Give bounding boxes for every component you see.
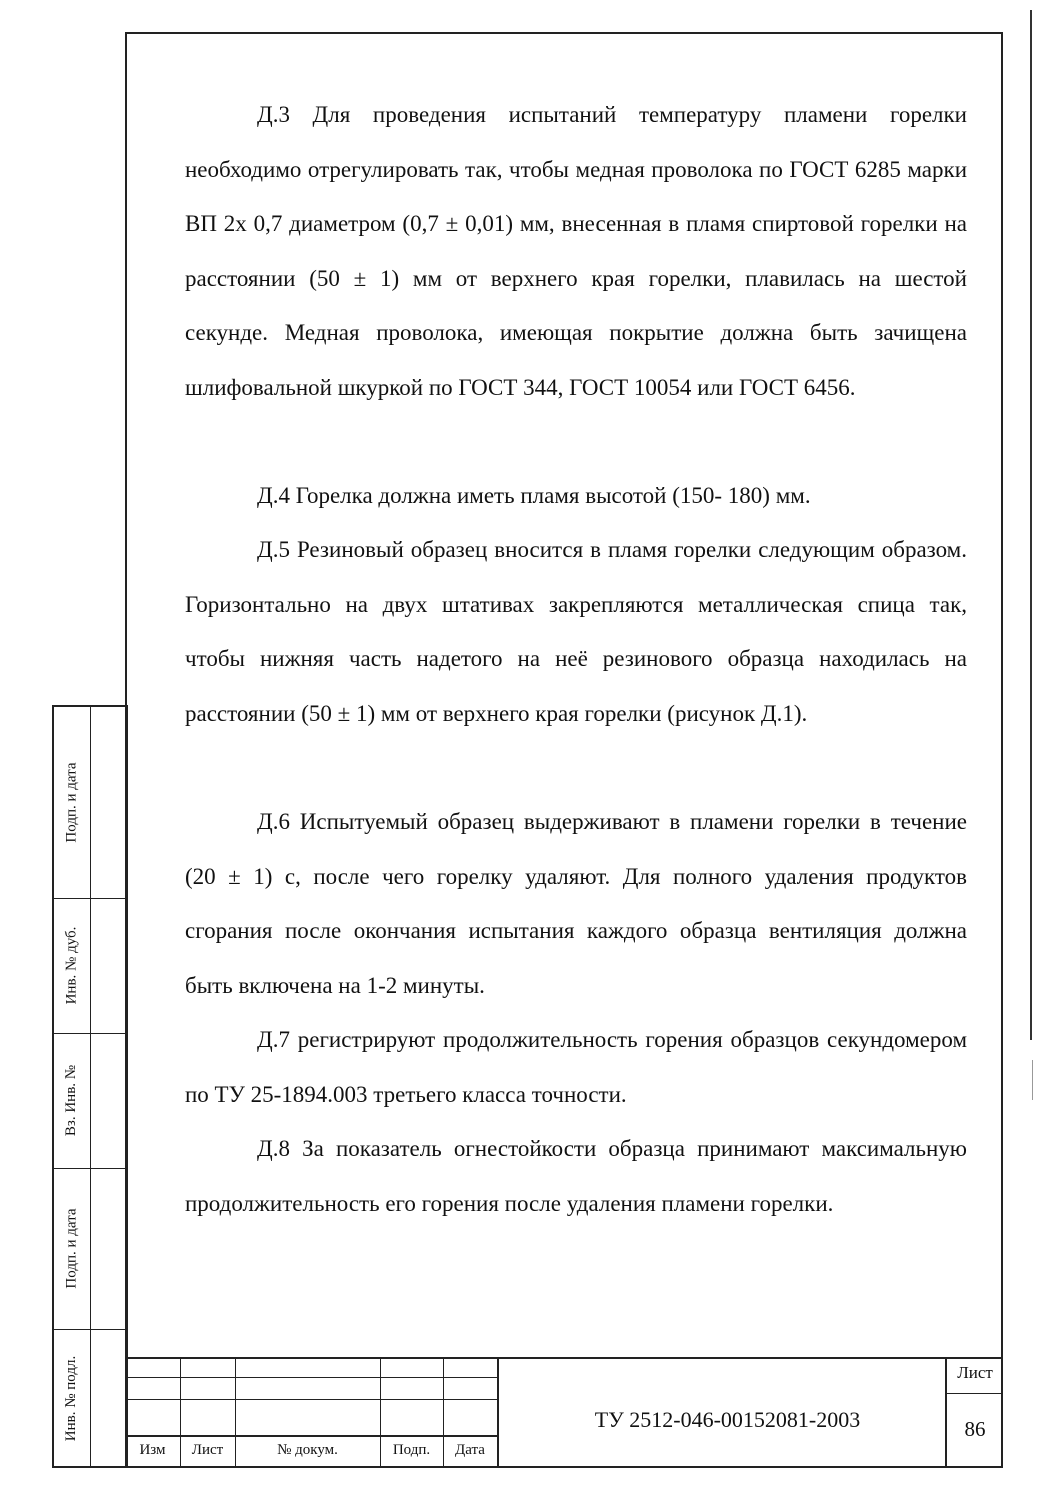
title-block-col-line <box>497 1357 499 1468</box>
tb-header-data: Дата <box>455 1441 485 1458</box>
paragraph-d6: Д.6 Испытуемый образец выдерживают в пламени горелки в течение (20 ± 1) с, после чего горелку удаляют. Для полного удаления продуктов сгорания после окончания испытания каждого образца вентиляция должна быть включена на 1-2 минуты. <box>185 809 967 998</box>
document-code: ТУ 2512-046-00152081-2003 <box>594 1407 861 1432</box>
side-label-podp-data-1 <box>56 707 88 898</box>
side-label-vz-inv <box>56 1033 88 1168</box>
sheet-label: Лист <box>957 1363 993 1382</box>
tb-header-list: Лист <box>191 1441 224 1458</box>
side-label-text: Инв. № подл. <box>63 1355 80 1442</box>
side-label-text: Подп. и дата <box>63 762 80 843</box>
title-block <box>125 1357 1003 1468</box>
paragraph-d4: Д.4 Горелка должна иметь пламя высотой (150- 180) мм. <box>257 483 811 508</box>
title-block-top-border <box>125 1357 1003 1359</box>
tb-header-izm: Изм <box>139 1441 166 1458</box>
paragraph-d7: Д.7 регистрируют продолжительность горения образцов секундомером по ТУ 25-1894.003 третьего класса точности. <box>185 1027 967 1107</box>
binding-edge-mark <box>1032 1060 1033 1100</box>
title-block-grid-line <box>945 1393 1003 1394</box>
tb-header-n-dokum: № докум. <box>277 1441 338 1458</box>
paragraph-d3: Д.3 Для проведения испытаний температуру пламени горелки необходимо отрегулировать так, чтобы медная проволока по ГОСТ 6285 марки ВП 2х 0,7 диаметром (0,7 ± 0,01) мм, внесенная в пламя спиртовой горелки на расстоянии (50 ± 1) мм от верхнего края горелки, плавилась на шестой секунде. Медная проволока, имеющая покрытие должна быть зачищена шлифовальной шкуркой по ГОСТ 344, ГОСТ 10054 или ГОСТ 6456. <box>185 102 967 400</box>
sheet-number: 86 <box>964 1417 986 1441</box>
side-stamp-column-divider <box>90 707 91 1466</box>
side-label-text: Подп. и дата <box>63 1208 80 1289</box>
side-stamp <box>52 705 128 1468</box>
binding-edge-line <box>1030 10 1032 1040</box>
paragraph-d8: Д.8 За показатель огнестойкости образца принимают максимальную продолжительность его горения после удаления пламени горелки. <box>185 1136 967 1216</box>
paragraph-d5: Д.5 Резиновый образец вносится в пламя горелки следующим образом. Горизонтально на двух штативах закрепляются металлическая спица так, чтобы нижняя часть надетого на неё резинового образца находилась на расстоянии (50 ± 1) мм от верхнего края горелки (рисунок Д.1). <box>185 537 967 726</box>
side-label-inv-dub <box>56 898 88 1033</box>
side-label-podp-data-2 <box>56 1168 88 1329</box>
side-label-text: Вз. Инв. № <box>63 1064 80 1137</box>
tb-header-podp: Подп. <box>392 1441 431 1458</box>
side-label-text: Инв. № дуб. <box>63 926 80 1005</box>
side-label-inv-podl <box>56 1329 88 1468</box>
